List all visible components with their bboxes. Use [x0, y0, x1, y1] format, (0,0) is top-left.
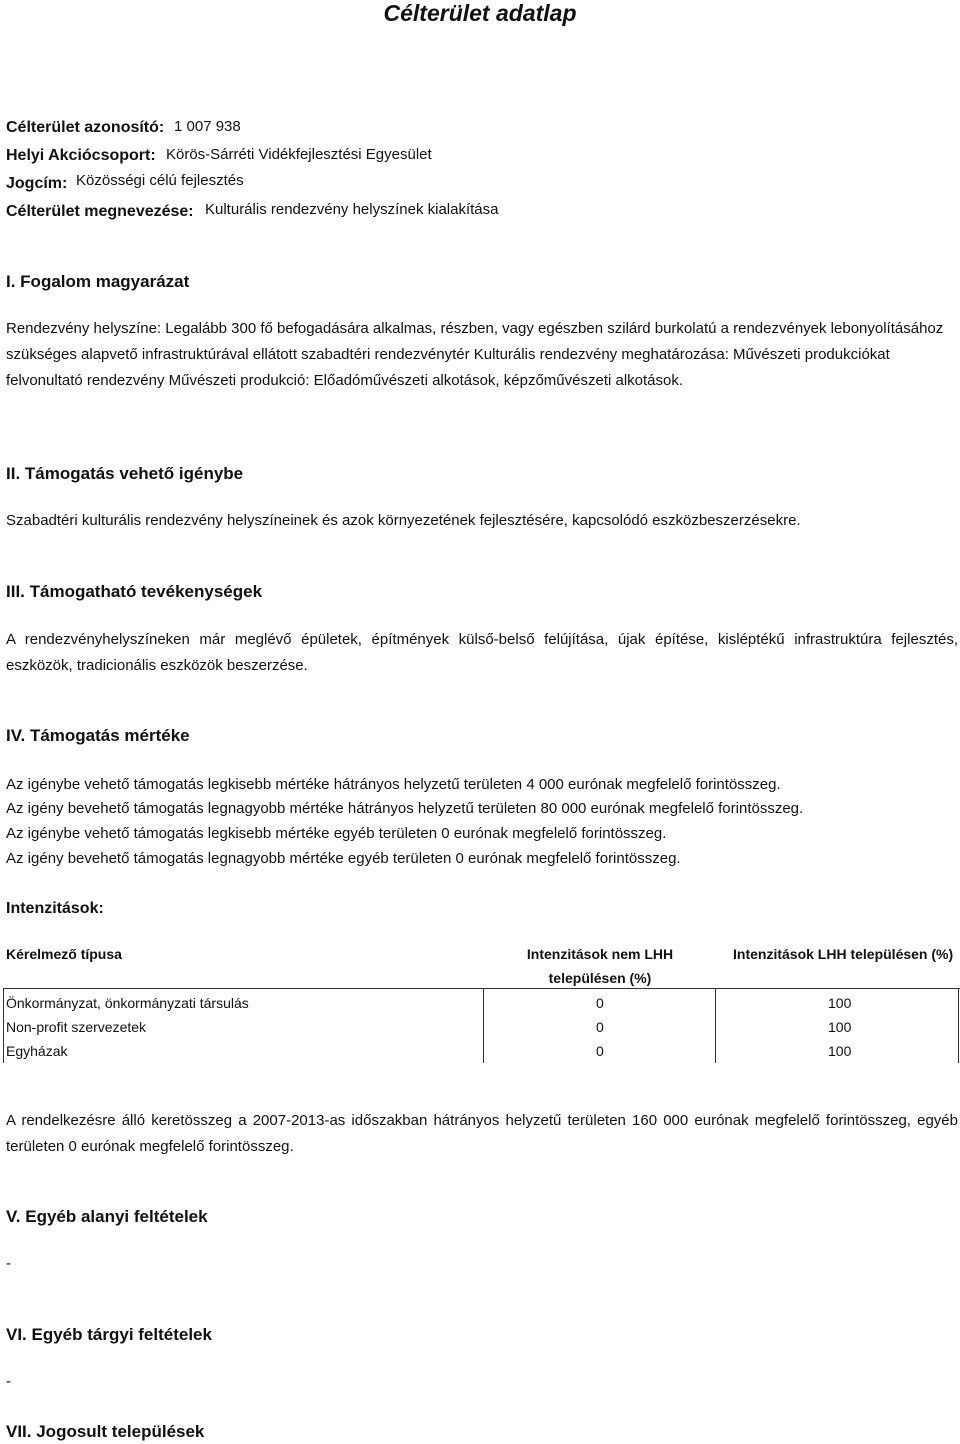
table-rule — [715, 988, 716, 1063]
name-label: Célterület megnevezése: — [6, 203, 194, 220]
table-cell-type: Önkormányzat, önkormányzati társulás — [6, 995, 249, 1011]
section-1-text: Rendezvény helyszíne: Legalább 300 fő befogadására alkalmas, részben, vagy egészben szilárd burkolatú a rendezvények lebonyolításához szükséges alapvető infrastruktúrával ellátott szabadtéri rendezvénytér Kulturális rendezvény meghatározása: Művészeti produkciókat felvonultató rendezvény Művészeti produkció: Előadóművészeti alkotások, képzőművészeti alkotások. — [6, 320, 944, 389]
budget-text: A rendelkezésre álló keretösszeg a 2007-2013-as időszakban hátrányos helyzetű területen 160 000 eurónak megfelelő forintösszeg, egyéb területen 0 eurónak megfelelő forintösszeg. — [6, 1112, 958, 1155]
table-cell-type: Non-profit szervezetek — [6, 1019, 147, 1035]
jogcim-label: Jogcím: — [6, 175, 68, 192]
intensity-heading: Intenzitások: — [6, 900, 104, 917]
support-line: Az igénybe vehető támogatás legkisebb mértéke egyéb területen 0 eurónak megfelelő forintösszeg. — [6, 825, 667, 842]
support-line: Az igény bevehető támogatás legnagyobb mértéke hátrányos helyzetű területen 80 000 eurónak megfelelő forintösszeg. — [6, 800, 804, 817]
section-6-heading: VI. Egyéb tárgyi feltételek — [6, 1325, 212, 1344]
table-cell-non-lhh: 0 — [596, 995, 604, 1011]
table-header-non-lhh: Intenzitások nem LHH településen (%) — [526, 946, 674, 986]
section-1-heading: I. Fogalom magyarázat — [6, 272, 190, 291]
section-4-heading: IV. Támogatás mértéke — [6, 726, 190, 745]
group-label: Helyi Akciócsoport: — [6, 147, 156, 164]
table-rule — [3, 988, 4, 1063]
section-3-text: A rendezvényhelyszíneken már meglévő épületek, építmények külső-belső felújítása, újak építése, kisléptékű infrastruktúra fejlesztés, eszközök, tradicionális eszközök beszerzése. — [6, 631, 958, 674]
section-5-text: - — [6, 1255, 11, 1272]
table-rule — [3, 988, 960, 989]
table-cell-non-lhh: 0 — [596, 1043, 604, 1059]
group-value: Körös-Sárréti Vidékfejlesztési Egyesület — [166, 146, 432, 163]
table-header-type: Kérelmező típusa — [6, 946, 122, 962]
table-cell-type: Egyházak — [6, 1043, 68, 1059]
section-3-heading: III. Támogatható tevékenységek — [6, 582, 263, 601]
id-label: Célterület azonosító: — [6, 119, 165, 136]
table-cell-non-lhh: 0 — [596, 1019, 604, 1035]
section-2-text: Szabadtéri kulturális rendezvény helyszíneinek és azok környezetének fejlesztésére, kapcsolódó eszközbeszerzésekre. — [6, 512, 801, 529]
table-cell-lhh: 100 — [828, 1019, 852, 1035]
section-7-heading: VII. Jogosult települések — [6, 1422, 205, 1441]
page-title: Célterület adatlap — [383, 0, 577, 26]
support-line: Az igénybe vehető támogatás legkisebb mértéke hátrányos helyzetű területen 4 000 eurónak megfelelő forintösszeg. — [6, 776, 781, 793]
table-cell-lhh: 100 — [828, 995, 852, 1011]
table-rule — [958, 988, 959, 1063]
table-cell-lhh: 100 — [828, 1043, 852, 1059]
section-6-text: - — [6, 1373, 11, 1390]
support-line: Az igény bevehető támogatás legnagyobb mértéke egyéb területen 0 eurónak megfelelő forintösszeg. — [6, 850, 681, 867]
section-5-heading: V. Egyéb alanyi feltételek — [6, 1207, 208, 1226]
id-value: 1 007 938 — [174, 118, 241, 135]
name-value: Kulturális rendezvény helyszínek kialakítása — [205, 201, 499, 218]
table-rule — [483, 988, 484, 1063]
table-header-lhh: Intenzitások LHH településen (%) — [733, 946, 954, 962]
section-2-heading: II. Támogatás vehető igénybe — [6, 464, 244, 483]
jogcim-value: Közösségi célú fejlesztés — [76, 172, 244, 189]
